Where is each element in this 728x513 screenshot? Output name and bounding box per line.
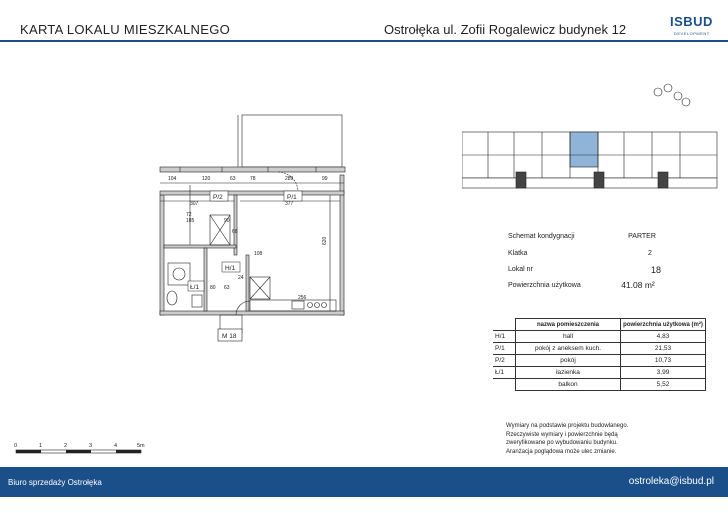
- table-header-area: powierzchnia użytkowa (m²): [621, 319, 706, 331]
- footer-bar: [0, 467, 728, 497]
- header-rule: [0, 40, 728, 42]
- plan-dim: 63: [224, 285, 230, 291]
- toilet: [167, 291, 177, 305]
- klatka-label: Klatka: [508, 250, 528, 257]
- contact-email[interactable]: ostroleka@isbud.pl: [628, 476, 714, 487]
- plan-dim: 99: [322, 176, 328, 182]
- scale-bar: [14, 440, 154, 456]
- plan-dim: 72: [186, 212, 192, 218]
- scale-tick: 0: [14, 443, 18, 449]
- plan-dim: 120: [202, 176, 211, 182]
- room-label-p2: P/2: [213, 194, 223, 201]
- plan-dim: 307: [190, 201, 199, 207]
- table-row: Ł/1 łazienka 3,99: [493, 367, 706, 379]
- floor-plan: [150, 105, 355, 345]
- unit-tag: M 18: [222, 333, 237, 340]
- plan-dim: 80: [210, 285, 216, 291]
- klatka-value: 2: [648, 250, 652, 257]
- plan-dim: 68: [232, 229, 238, 235]
- scale-tick: 1: [39, 443, 43, 449]
- area-value: 41.08 m²: [621, 280, 655, 290]
- table-row: P/2 pokój 10,73: [493, 355, 706, 367]
- shower-tray: [168, 263, 190, 285]
- lokal-value: 18: [650, 265, 661, 275]
- plan-dim: 289: [285, 176, 294, 182]
- plan-dim: 78: [250, 176, 256, 182]
- lokal-label: Lokal nr: [508, 266, 533, 273]
- plan-dim: 256: [298, 295, 307, 301]
- logo-text: ISBUD: [670, 14, 713, 29]
- logo-subtext: DEVELOPMENT: [674, 31, 710, 36]
- page-title: KARTA LOKALU MIESZKALNEGO: [20, 22, 231, 37]
- schemat-value: PARTER: [628, 233, 656, 240]
- building-address: Ostrołęka ul. Zofii Rogalewicz budynek 12: [384, 22, 627, 37]
- disclaimer-notes: [506, 422, 696, 456]
- note-line: Wymiary na podstawie projektu budowlanego.: [506, 423, 629, 429]
- plan-dim: 104: [168, 176, 177, 182]
- scale-tick: 3: [89, 443, 93, 449]
- company-logo: [668, 10, 714, 36]
- table-header-name: nazwa pomieszczenia: [516, 319, 621, 331]
- schemat-label: Schemat kondygnacji: [508, 233, 575, 240]
- table-row: H/1 hall 4,83: [493, 331, 706, 343]
- note-line: Aranżacja poglądowa może ulec zmianie.: [506, 448, 617, 455]
- balcony-outline: [242, 115, 342, 167]
- scale-tick: 4: [114, 443, 118, 449]
- plan-dim: 90: [224, 218, 230, 224]
- scale-tick: 2: [64, 443, 68, 449]
- rooms-table: [493, 318, 706, 391]
- kitchen-counter: [250, 300, 336, 311]
- room-label-l1: Ł/1: [190, 284, 200, 291]
- washbasin: [192, 295, 202, 307]
- scale-tick: 5m: [137, 443, 145, 449]
- plan-dim: 185: [186, 218, 195, 224]
- floor-schematic: [462, 80, 720, 205]
- plan-dim: 63: [230, 176, 236, 182]
- note-line: zweryfikowane po wybudowaniu budynku.: [506, 440, 618, 446]
- note-line: Rzeczywiste wymiary i powierzchnie będą: [506, 431, 618, 438]
- plan-dim: 620: [322, 236, 328, 245]
- table-row: balkon 5,52: [493, 379, 706, 391]
- room-label-p1: P/1: [287, 194, 297, 201]
- area-label: Powierzchnia użytkowa: [508, 282, 581, 289]
- plan-dim: 24: [238, 275, 244, 281]
- plan-dim: 377: [285, 201, 294, 207]
- room-label-h1: H/1: [225, 265, 236, 272]
- highlighted-unit: [570, 132, 598, 167]
- table-row: P/1 pokój z aneksem kuch. 21,53: [493, 343, 706, 355]
- exterior-wall-top: [160, 167, 345, 172]
- sales-office: Biuro sprzedaży Ostrołęka: [8, 478, 102, 487]
- plan-dim: 108: [254, 251, 263, 257]
